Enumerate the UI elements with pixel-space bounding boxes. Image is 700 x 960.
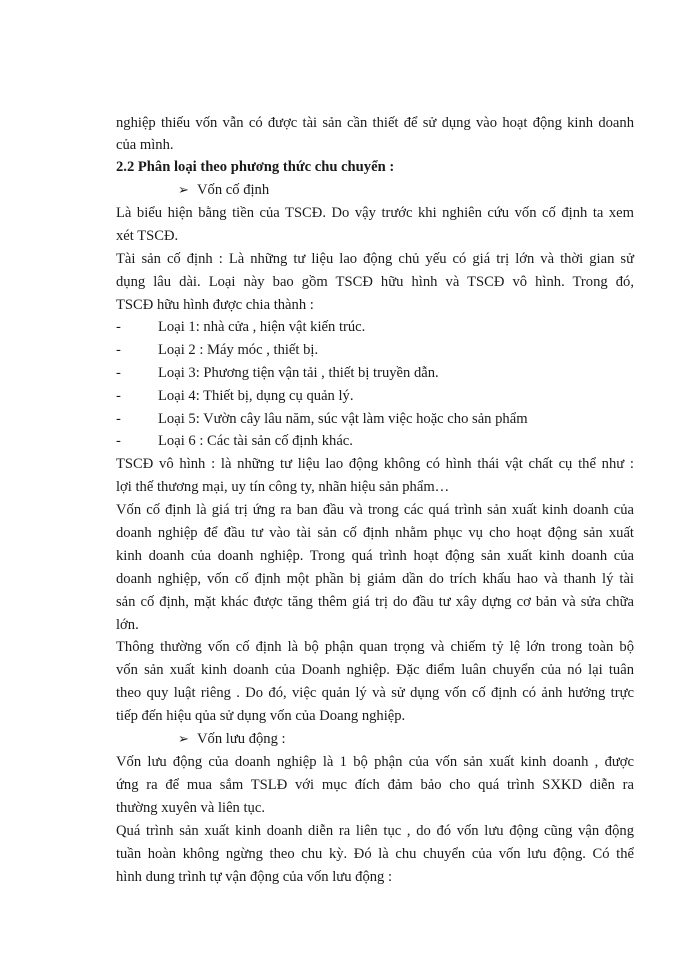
list-item bbox=[116, 318, 634, 336]
paragraph-line: TSCĐ hữu hình được chia thành : bbox=[116, 297, 314, 313]
paragraph-line: Quá trình sản xuất kinh doanh diễn ra liên tục , do đó vốn lưu động cũng vận động bbox=[116, 823, 634, 839]
paragraph-line: Thông thường vốn cố định là bộ phận quan trọng và chiếm tỷ lệ lớn trong toàn bộ bbox=[116, 639, 634, 655]
bullet-item-fixed-capital bbox=[178, 181, 634, 199]
list-item-text: Loại 6 : Các tài sản cố định khác. bbox=[158, 433, 353, 449]
bullet-label: Vốn lưu động : bbox=[197, 731, 286, 747]
arrow-bullet-icon: ➢ bbox=[178, 731, 189, 746]
paragraph-line: TSCĐ vô hình : là những tư liệu lao động không có hình thái vật chất cụ thể như : bbox=[116, 456, 634, 472]
paragraph-line: ứng ra để mua sắm TSLĐ với mục đích đảm bảo cho quá trình SXKD diễn ra bbox=[116, 777, 634, 793]
list-dash: - bbox=[116, 411, 121, 427]
paragraph-line: Tài sản cố định : Là những tư liệu lao động chủ yếu có giá trị lớn và thời gian sử bbox=[116, 251, 634, 267]
paragraph-line: kinh doanh của doanh nghiệp. Trong quá trình hoạt động sản xuất kinh doanh của bbox=[116, 548, 634, 564]
paragraph-line: dụng lâu dài. Loại này bao gồm TSCĐ hữu hình và TSCĐ vô hình. Trong đó, bbox=[116, 274, 634, 290]
paragraph-line: xét TSCĐ. bbox=[116, 228, 179, 244]
list-item-text: Loại 2 : Máy móc , thiết bị. bbox=[158, 342, 319, 358]
list-dash: - bbox=[116, 433, 121, 449]
paragraph-line: doanh nghiệp, vốn cố định một phần bị giảm dần do trích khấu hao và thanh lý tài bbox=[116, 571, 634, 587]
paragraph-line: của mình. bbox=[116, 137, 174, 153]
list-item bbox=[116, 410, 634, 428]
list-item bbox=[116, 387, 634, 405]
list-dash: - bbox=[116, 319, 121, 335]
list-item-text: Loại 3: Phương tiện vận tải , thiết bị truyền dẫn. bbox=[158, 365, 439, 381]
list-item bbox=[116, 364, 634, 382]
list-item bbox=[116, 432, 634, 450]
bullet-item-working-capital bbox=[178, 730, 634, 748]
paragraph-line: Là biểu hiện bằng tiền của TSCĐ. Do vậy trước khi nghiên cứu vốn cố định ta xem bbox=[116, 205, 634, 221]
section-heading: 2.2 Phân loại theo phương thức chu chuyển : bbox=[116, 159, 395, 175]
paragraph-line: Vốn lưu động của doanh nghiệp là 1 bộ phận của vốn sản xuất kinh doanh , được bbox=[116, 754, 634, 770]
paragraph-line: tiếp đến hiệu qủa sử dụng vốn của Doang nghiệp. bbox=[116, 708, 406, 724]
paragraph-line: hình dung trình tự vận động của vốn lưu động : bbox=[116, 869, 393, 885]
bullet-label: Vốn cố định bbox=[197, 182, 270, 198]
paragraph-line: theo quy luật riêng . Do đó, việc quản lý và sử dụng vốn cố định có ảnh hưởng trực bbox=[116, 685, 634, 701]
paragraph-line: lợi thế thương mại, uy tín công ty, nhãn hiệu sản phẩm… bbox=[116, 479, 450, 495]
paragraph-line: tuần hoàn không ngừng theo chu kỳ. Đó là chu chuyển của vốn lưu động. Có thể bbox=[116, 846, 634, 862]
list-item-text: Loại 1: nhà cửa , hiện vật kiến trúc. bbox=[158, 319, 366, 335]
paragraph-line: vốn sản xuất kinh doanh của Doanh nghiệp. Đặc điểm luân chuyển của nó lại tuân bbox=[116, 662, 634, 678]
paragraph-line: doanh nghiệp để đầu tư vào tài sản cố định nhằm phục vụ cho hoạt động sản xuất bbox=[116, 525, 634, 541]
paragraph-line: lớn. bbox=[116, 617, 139, 633]
list-dash: - bbox=[116, 365, 121, 381]
paragraph-line: nghiệp thiếu vốn vẫn có được tài sản cần thiết để sử dụng vào hoạt động kinh doanh bbox=[116, 115, 634, 131]
arrow-bullet-icon: ➢ bbox=[178, 182, 189, 197]
list-dash: - bbox=[116, 388, 121, 404]
list-item-text: Loại 4: Thiết bị, dụng cụ quản lý. bbox=[158, 388, 354, 404]
list-item-text: Loại 5: Vườn cây lâu năm, súc vật làm việc hoặc cho sản phẩm bbox=[158, 411, 528, 427]
list-dash: - bbox=[116, 342, 121, 358]
paragraph-line: Vốn cố định là giá trị ứng ra ban đầu và trong các quá trình sản xuất kinh doanh của bbox=[116, 502, 634, 518]
paragraph-line: sản cố định, mặt khác được tăng thêm giá trị do đầu tư xây dựng cơ bản và sửa chữa bbox=[116, 594, 634, 610]
paragraph-line: thường xuyên và liên tục. bbox=[116, 800, 265, 816]
list-item bbox=[116, 341, 634, 359]
